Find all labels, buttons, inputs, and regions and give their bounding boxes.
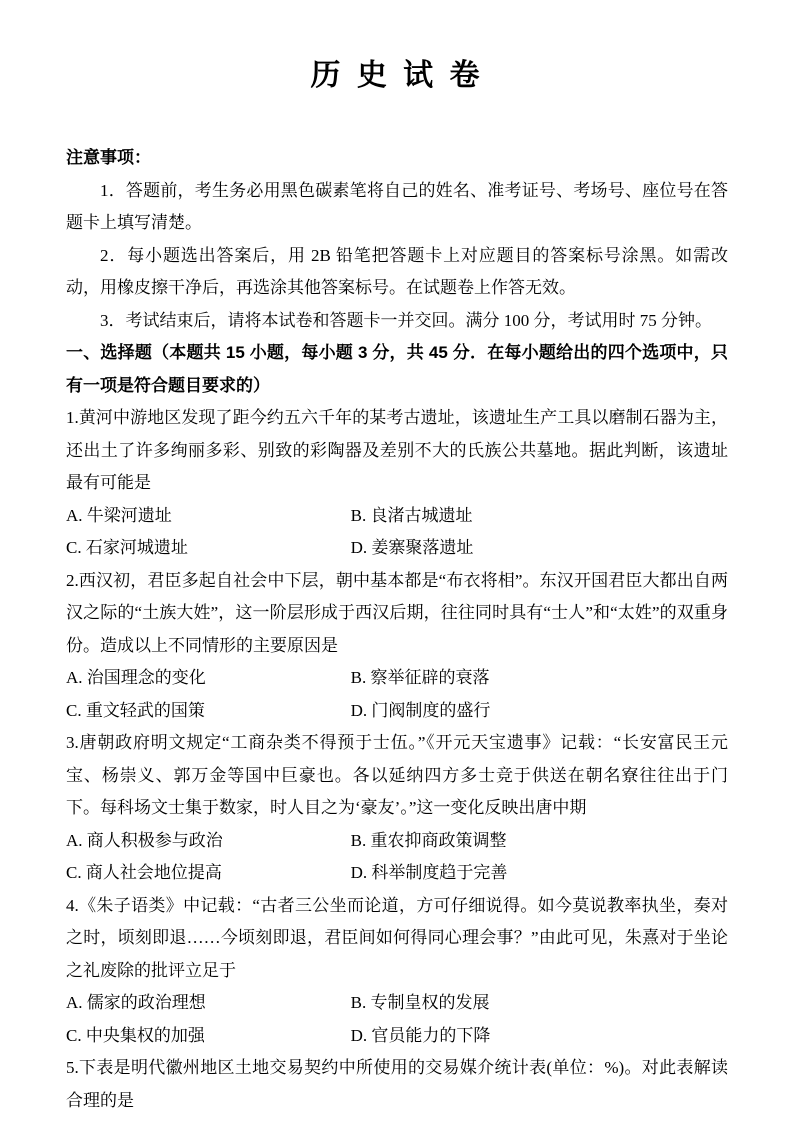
question-4-option-a: A. 儒家的政治理想 (66, 993, 206, 1012)
question-1-option-d: D. 姜寨聚落遗址 (350, 538, 474, 557)
question-5-stem: 5.下表是明代徽州地区土地交易契约中所使用的交易媒介统计表(单位：%)。对此表解读合理的是 (66, 1058, 728, 1110)
notice-item-3: 3．考试结束后，请将本试卷和答题卡一并交回。满分 100 分，考试用时 75 分钟。 (100, 310, 712, 330)
question-4 (66, 890, 728, 1053)
question-4-option-d: D. 官员能力的下降 (350, 1025, 491, 1045)
question-1-option-c: C. 石家河城遗址 (66, 538, 188, 557)
question-1-option-b: B. 良渚古城遗址 (350, 505, 473, 525)
question-2-option-b: B. 察举征辟的衰落 (350, 668, 490, 687)
notice-item-1: 1．答题前，考生务必用黑色碳素笔将自己的姓名、准考证号、考场号、座位号在答题卡上填写清楚。 (66, 180, 728, 232)
question-2-option-d: D. 门阀制度的盛行 (350, 700, 491, 720)
question-1-options (66, 500, 728, 565)
question-4-option-b: B. 专制皇权的发展 (350, 993, 490, 1012)
question-2-stem: 2.西汉初，君臣多起自社会中下层，朝中基本都是“布衣将相”。东汉开国君臣大都出自两汉之际的“土族大姓”，这一阶层形成于西汉后期，往往同时具有“士人”和“太姓”的双重身份。造成以上不同情形的主要原因是 (66, 570, 728, 655)
question-3-option-c: C. 商人社会地位提高 (66, 863, 222, 882)
question-3-options (66, 825, 728, 890)
question-2 (66, 565, 728, 728)
question-3 (66, 727, 728, 890)
question-5 (66, 1052, 728, 1117)
section-heading-multiple-choice: 一、选择题（本题共 15 小题，每小题 3 分，共 45 分．在每小题给出的四个选项中，只有一项是符合题目要求的） (66, 343, 728, 395)
question-3-option-b: B. 重农抑商政策调整 (350, 830, 507, 850)
question-1-stem: 1.黄河中游地区发现了距今约五六千年的某考古遗址，该遗址生产工具以磨制石器为主，还出土了许多绚丽多彩、别致的彩陶器及差别不大的氏族公共墓地。据此判断，该遗址最有可能是 (66, 408, 728, 492)
notice-item-2: 2．每小题选出答案后，用 2B 铅笔把答题卡上对应题目的答案标号涂黑。如需改动，用橡皮擦干净后，再选涂其他答案标号。在试题卷上作答无效。 (66, 245, 728, 297)
notice-section (66, 142, 728, 337)
notice-heading: 注意事项： (66, 148, 151, 167)
question-1-option-a: A. 牛梁河遗址 (66, 505, 172, 525)
question-2-option-a: A. 治国理念的变化 (66, 668, 206, 687)
question-2-option-c: C. 重文轻武的国策 (66, 700, 205, 720)
question-4-option-c: C. 中央集权的加强 (66, 1025, 205, 1045)
question-2-options (66, 662, 728, 727)
question-4-options (66, 987, 728, 1052)
question-3-option-d: D. 科举制度趋于完善 (350, 863, 508, 882)
question-1 (66, 402, 728, 565)
question-3-stem: 3.唐朝政府明文规定“工商杂类不得预于士伍。”《开元天宝遗事》记载：“长安富民王元宝、杨崇义、郭万金等国中巨豪也。各以延纳四方多士竞于供送在朝名寮往往出于门下。每科场文士集于数家，时人目之为‘豪友’。”这一变化反映出唐中期 (66, 733, 728, 817)
question-4-stem: 4.《朱子语类》中记载：“古者三公坐而论道，方可仔细说得。如今莫说教率执坐，奏对之时，顷刻即退……今顷刻即退，君臣间如何得同心理会事？”由此可见，朱熹对于坐论之礼废除的批评立足于 (66, 895, 728, 980)
question-3-option-a: A. 商人积极参与政治 (66, 830, 223, 850)
page-title: 历 史 试 卷 (310, 59, 484, 92)
